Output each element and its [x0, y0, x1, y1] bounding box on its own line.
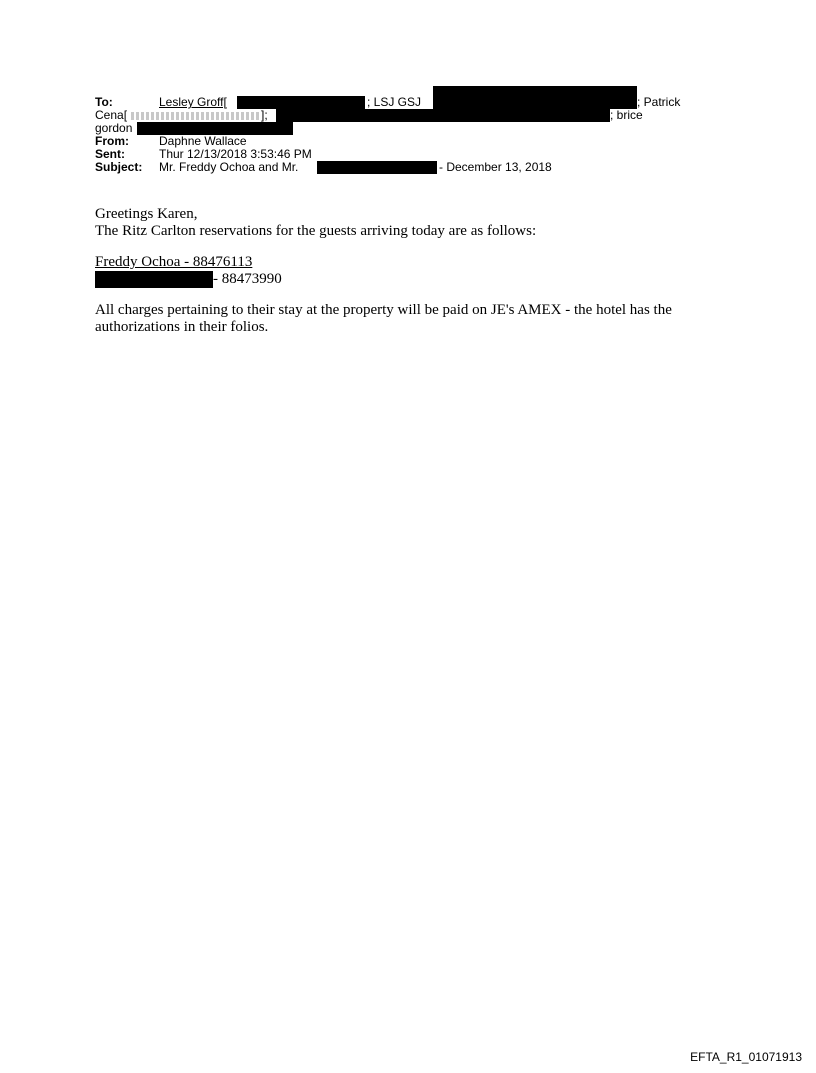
intro-line: The Ritz Carlton reservations for the guests arriving today are as follows: — [95, 223, 537, 239]
redaction-block — [95, 271, 213, 288]
document-id: EFTA_R1_01071913 — [690, 1050, 802, 1064]
sent-label: Sent: — [95, 147, 125, 161]
from-label: From: — [95, 134, 129, 148]
subject-prefix: Mr. Freddy Ochoa and Mr. — [159, 160, 299, 174]
to-recipient-lsj[interactable]: ; LSJ GSJ — [367, 95, 422, 109]
to-label: To: — [95, 95, 113, 109]
to-recipient-patrick[interactable]: ; Patrick — [637, 95, 681, 109]
to-continuation-row — [95, 109, 735, 122]
subject-label: Subject: — [95, 160, 143, 174]
from-value: Daphne Wallace — [159, 134, 247, 148]
charges-line-1: All charges pertaining to their stay at the property will be paid on JE's AMEX - the hotel has the — [95, 302, 672, 318]
redaction-block — [433, 86, 637, 109]
charges-line-2: authorizations in their folios. — [95, 319, 269, 335]
to-recipient-gordon[interactable]: gordon — [95, 121, 133, 135]
greeting: Greetings Karen, — [95, 206, 198, 222]
to-cena-close: ]; — [261, 108, 268, 122]
email-body — [95, 206, 735, 336]
redaction-block — [276, 109, 610, 122]
subject-row — [95, 161, 735, 174]
partially-redacted-email — [131, 112, 261, 120]
subject-suffix: - December 13, 2018 — [439, 160, 552, 174]
reservation-line-2 — [95, 271, 735, 288]
email-header — [95, 96, 735, 174]
reservation-1: Freddy Ochoa - 88476113 — [95, 254, 253, 270]
redaction-block — [317, 161, 437, 174]
to-recipient-lesley[interactable]: Lesley Groff[ — [159, 95, 227, 109]
reservation-2-number: - 88473990 — [213, 271, 282, 287]
to-recipient-brice[interactable]: ; brice — [610, 108, 643, 122]
to-recipient-cena[interactable]: Cena[ — [95, 108, 128, 122]
redaction-block — [237, 96, 365, 109]
reservation-line-1 — [95, 254, 735, 271]
sent-value: Thur 12/13/2018 3:53:46 PM — [159, 147, 312, 161]
